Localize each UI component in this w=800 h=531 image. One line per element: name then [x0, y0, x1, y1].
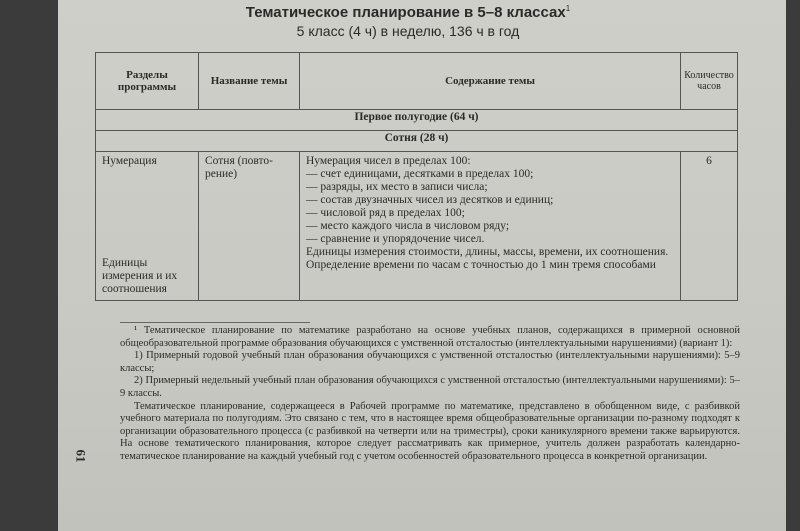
footnote	[120, 325, 740, 464]
footnote-divider	[120, 322, 310, 323]
header-sections: Разделы программы	[96, 53, 199, 110]
section-numeration: Нумерация	[102, 155, 157, 167]
book-page	[58, 0, 786, 531]
section-row	[96, 131, 738, 152]
header-topic: Название темы	[199, 53, 300, 110]
content-line: — состав двузначных чисел из десятков и единиц;	[306, 194, 554, 206]
content-line: — место каждого числа в числовом ряду;	[306, 220, 510, 232]
header-content: Содержание темы	[300, 53, 681, 110]
page-title	[58, 4, 758, 21]
half-year-label: Первое полугодие (64 ч)	[96, 110, 738, 131]
content-line: — разряды, их место в записи числа;	[306, 181, 488, 193]
header-hours: Количество часов	[681, 53, 738, 110]
section-label: Сотня (28 ч)	[96, 131, 738, 152]
section-units: Единицы измерения и их соотношения	[102, 257, 178, 295]
table-row	[96, 152, 738, 301]
content-line: — числовой ряд в пределах 100;	[306, 207, 465, 219]
half-year-row	[96, 110, 738, 131]
content-line: — счет единицами, десятками в пределах 100;	[306, 168, 534, 180]
hours-cell: 6	[681, 152, 738, 301]
page-subtitle: 5 класс (4 ч) в неделю, 136 ч в год	[296, 23, 520, 39]
content-line: Определение времени по часам с точностью до 1 мин тремя способами	[306, 259, 656, 271]
planning-table	[95, 52, 738, 301]
content-cell	[300, 152, 681, 301]
title-text: Тематическое планирование в 5–8 классах	[245, 4, 566, 21]
content-line: — сравнение и упорядочение чисел.	[306, 233, 485, 245]
page-number: 61	[73, 449, 89, 463]
title-footnote-mark: 1	[565, 4, 571, 13]
footnote-paragraph: Тематическое планирование, содержащееся в Рабочей программе по математике, представлено в обобщенном виде, с разбивкой учебного материала по полугодиям. Это связано с тем, что в настоящее время общеобразовательные организации по-разному подходят к организации образовательного процесса (с разбивкой на четверти или на триместры), сроки каникулярного времени также варьируются. На основе тематического планирования, которое следует рассматривать как примерное, учитель должен разработать календарно-тематическое планирование на каждый учебный год с учетом особенностей образовательного процесса в конкретной организации.	[120, 400, 740, 462]
footnote-paragraph: ¹ Тематическое планирование по математике разработано на основе учебных планов, содержащихся в примерной основной общеобразовательной программе образования обучающихся с умственной отсталостью (интеллектуальными нарушениями) (вариант 1):	[120, 325, 740, 349]
table-header-row	[96, 53, 738, 110]
program-section-cell	[96, 152, 199, 301]
footnote-paragraph: 2) Примерный недельный учебный план образования обучающихся с умственной отсталостью (интеллектуальными нарушениями): 5–9 классы.	[120, 375, 740, 399]
content-line: Единицы измерения стоимости, длины, массы, времени, их соотношения.	[306, 246, 669, 258]
topic-cell: Сотня (повторение)	[199, 152, 300, 301]
content-line: Нумерация чисел в пределах 100:	[306, 155, 471, 167]
footnote-paragraph: 1) Примерный годовой учебный план образования обучающихся с умственной отсталостью (интеллектуальными нарушениями): 5–9 классы;	[120, 350, 740, 374]
